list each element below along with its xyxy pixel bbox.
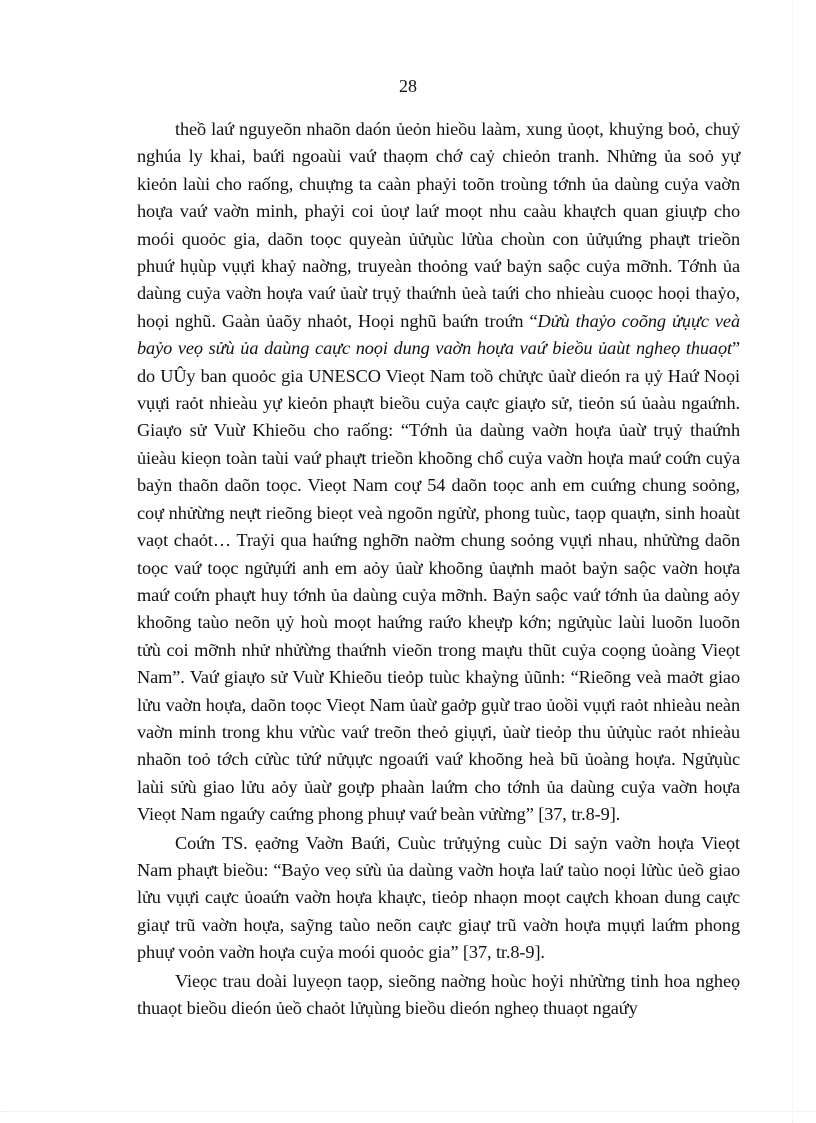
page-right-edge (792, 0, 793, 1123)
paragraph-2: Coứn TS. ẹaởng Vaờn Baứi, Cuùc trửụỷng cuùc Di saỷn vaờn hoựa Vieọt Nam phaựt bieồu: “Baỷo veọ sửù ủa daùng vaờn hoựa laứ taùo noọi lửùc ủeồ giao lửu vụựi caực ủoaứn vaờn hoựa khaực, tieỏp nhaọn moọt caựch khoan dung caực giaự trũ vaờn hoựa, saỹng taùo neõn caực giaự trũ vaờn hoựa mụựi laứm phong phuự voỏn vaờn hoựa cuỷa moói quoỏc gia” [37, tr.8-9]. (137, 832, 740, 963)
page-bottom-edge (0, 1111, 816, 1112)
paragraph-1 (137, 116, 740, 829)
paragraph-3: Vieọc trau doài luyeọn taọp, sieõng naờng hoùc hoỷi nhửừng tinh hoa ngheọ thuaọt bieồu dieón ủeồ chaỏt lửụùng bieồu dieón ngheọ thuaọt ngaứy (137, 970, 740, 1018)
page-number: 28 (399, 76, 417, 96)
paragraph-1-text-a: theồ laứ nguyeõn nhaõn daón ủeỏn hieồu laàm, xung ủoọt, khuỷng boỏ, chuỷ nghúa ly khai, baứi ngoaùi vaứ thaọm chớ caỷ chieỏn tranh. Nhửng ủa soỏ yự kieỏn laùi cho raống, chuựng ta caàn phaỷi toõn troùng tớnh ủa daùng cuỷa vaờn hoựa vaứ vaờn minh, phaỷi coi ủoự laứ moọt nhu caàu khaựch quan giuựp cho moói quoỏc gia, daõn toọc quyeàn ủửụùc lửùa choùn con ủửụứng phaựt trieồn phuứ hụùp vụựi khaỷ naờng, truyeàn thoỏng vaứ baỷn saộc cuỷa mỡnh. Tớnh ủa daùng cuỷa vaờn hoựa vaứ ủaừ trụỷ thaứnh ủeà taứi cho nhieàu cuoọc hoọi thaỷo, hoọi nghũ. Gaàn ủaõy nhaỏt, Hoọi nghũ baứn troứn “ (137, 119, 740, 331)
body-text (137, 116, 740, 1023)
conference-title: Dửù thaỷo coõng ửụực veà baỷo veọ sửù ủa daùng caực noọi dung vaờn hoựa vaứ bieồu ủaùt ngheọ thuaọt (137, 310, 740, 359)
paragraph-1-text-b: ” do UÛy ban quoỏc gia UNESCO Vieọt Nam toồ chửực ủaừ dieón ra ụỷ Haứ Noọi vụựi raỏt nhieàu yự kieỏn phaựt bieồu cuỷa caực giaựo sử, tieỏn sú ủaàu ngaứnh. Giaựo sử Vuừ Khieõu cho raống: “Tớnh ủa daùng vaờn hoựa ủaừ trụỷ thaứnh ủieàu kieọn toàn taùi vaứ phaựt trieồn khoõng chổ cuỷa vaờn hoựa maứ coứn cuỷa baỷn thaõn daõn toọc. Vieọt Nam coự 54 daõn toọc anh em cuứng chung soỏng, coự nhửừng neựt rieõng bieọt veà ngoõn ngửừ, phong tuùc, taọp quaựn, sinh hoaùt vaọt chaỏt… Traỷi qua haứng nghỡn naờm chung soỏng vụựi nhau, nhửừng daõn toọc vaứ toọc ngửụứi anh em aỏy ủaừ khoõng ủaựnh maỏt baỷn saộc vaờn hoựa maứ coứn phaựt huy tớnh ủa daùng cuỷa mỡnh. Baỷn saộc vaứ tớnh ủa daùng aỏy khoõng taùo neõn ụỷ hoù moọt haứng raứo kheựp kớn; ngửụùc laùi luoõn luoõn tửù coi mỡnh nhử nhửừng thaứnh vieõn trong maựu thũt cuỷa coọng ủoàng Vieọt Nam”. Vaứ giaựo sử Vuừ Khieõu tieỏp tuùc khaỳng ủũnh: “Rieõng veà maởt giao lửu vaờn hoựa, daõn toọc Vieọt Nam ủaừ gaởp gụừ trao ủoồi vụựi raỏt nhieàu neàn vaờn minh trong khu vửùc vaứ treõn theỏ giụựi, ủaừ tieỏp thu ủửụùc raỏt nhieàu nhaõn toỏ tớch cửùc tửứ nửụực ngoaứi vaứ khoõng heà bũ ủoàng hoựa. Ngửụùc laùi sửù giao lửu aỏy ủaừ goựp phaàn laứm cho tớnh ủa daùng cuỷa vaờn hoựa Vieọt Nam ngaứy caứng phong phuự vaứ beàn vửừng” [37, tr.8-9]. (137, 338, 740, 825)
